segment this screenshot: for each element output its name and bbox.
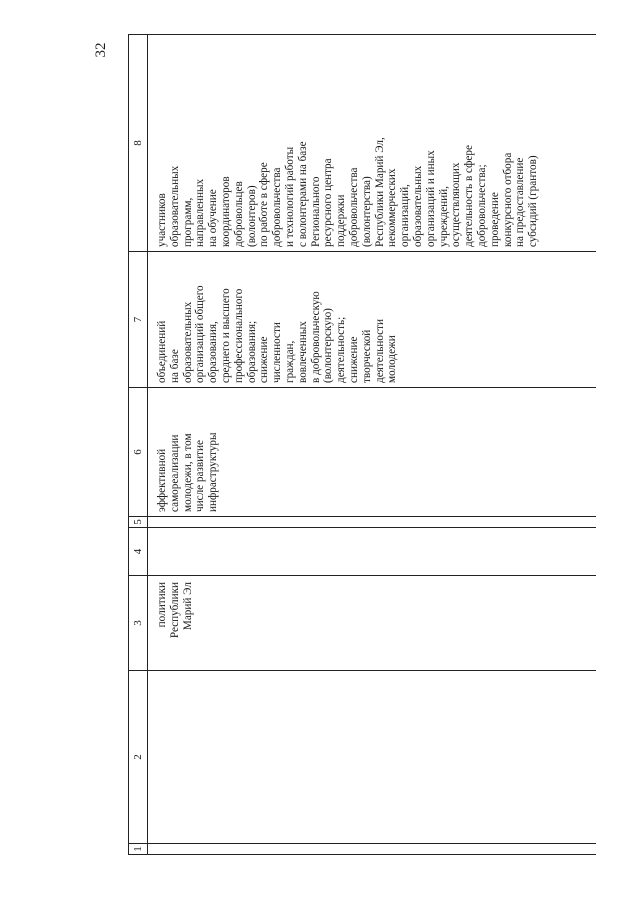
cell-text-line: добровольчества [347, 167, 360, 247]
cell-text-line: организаций и иных [424, 150, 437, 247]
cell-consequences [148, 252, 597, 388]
cell-text-line: граждан, [283, 340, 296, 383]
cell-text-line: (волонтерскую) [322, 308, 335, 383]
cell-col2 [148, 671, 597, 844]
cell-text-line: Регионального [309, 176, 322, 247]
cell-text-line: (волонтеров) [245, 185, 258, 247]
cell-text-line: образовательных [411, 165, 424, 247]
cell-text-line: численности [271, 322, 284, 383]
cell-expected-result [148, 388, 597, 517]
cell-text-line: по работе в сфере [258, 162, 271, 247]
cell-text-line: Марий Эл [181, 582, 194, 631]
cell-text-line: молодежи [386, 335, 399, 383]
cell-text-line: образовательных [181, 301, 194, 383]
cell-text-line: снижение [258, 336, 271, 383]
cell-text-line: политики [156, 582, 168, 628]
column-header-5: 5 [129, 517, 148, 528]
column-header-6: 6 [129, 388, 148, 517]
cell-text-line: организаций общего [194, 285, 207, 383]
cell-text-line: профессионального [232, 288, 245, 383]
page-number: 32 [93, 42, 109, 58]
cell-text-line: на базе [168, 349, 181, 383]
cell-text-line: добровольчества; [475, 164, 488, 247]
cell-text-line: добровольчества [271, 167, 284, 247]
cell-text-line: субсидий (грантов) [527, 155, 540, 247]
cell-text-line: конкурсного отбора [501, 152, 514, 247]
cell-text-line: осуществляющих [450, 162, 463, 247]
cell-text-line: и технологий работы [283, 146, 296, 247]
cell-text-line: координаторов [219, 176, 232, 247]
cell-text-line: образовательных [168, 165, 181, 247]
header-row [129, 35, 148, 855]
cell-text-line: вовлеченных [296, 321, 309, 383]
cell-executor [148, 576, 597, 671]
cell-col5 [148, 517, 597, 528]
cell-col1 [148, 844, 597, 855]
cell-text-line: образования; [245, 320, 258, 383]
cell-text-line: на обучение [207, 189, 220, 247]
cell-text-line: добровольцев [232, 181, 245, 247]
cell-related-indicators [148, 35, 597, 252]
cell-text-line: ресурсного центра [322, 158, 335, 247]
cell-text-line: некоммерческих [386, 168, 399, 247]
cell-text-line: на предоставление [514, 157, 527, 247]
cell-text-line: Республики Марий Эл, [373, 137, 386, 247]
column-header-7: 7 [129, 252, 148, 388]
cell-text-line: творческой [360, 329, 373, 383]
cell-text-line: образования, [207, 321, 220, 383]
cell-text-line: числе развитие [194, 439, 207, 512]
cell-text-line: программ, [181, 197, 194, 247]
column-header-1: 1 [129, 844, 148, 855]
column-header-2: 2 [129, 671, 148, 844]
cell-text-line: объединений [156, 320, 168, 383]
cell-text-line: молодежи, в том [181, 433, 194, 512]
table-row [148, 35, 597, 855]
cell-text-line: снижение [347, 336, 360, 383]
rotated-table-page [128, 35, 603, 855]
column-header-3: 3 [129, 576, 148, 671]
cell-text-line: с волонтерами на базе [296, 141, 309, 247]
cell-text-line: эффективной [156, 448, 168, 512]
cell-text-line: инфраструктуры [207, 432, 220, 512]
measures-table [128, 34, 596, 855]
cell-text-line: в добровольческую [309, 291, 322, 383]
column-header-4: 4 [129, 528, 148, 576]
cell-text-line: участников [156, 193, 168, 247]
cell-text-line: проведение [488, 192, 501, 247]
cell-text-line: организаций, [399, 184, 412, 247]
cell-col4 [148, 528, 597, 576]
cell-text-line: деятельность; [335, 316, 348, 383]
cell-text-line: поддержки [335, 194, 348, 247]
cell-text-line: учреждений, [437, 186, 450, 247]
column-header-8: 8 [129, 35, 148, 252]
cell-text-line: среднего и высшего [219, 288, 232, 383]
cell-text-line: деятельность в сфере [463, 145, 476, 247]
cell-text-line: (волонтерства) [360, 176, 373, 247]
cell-text-line: направленных [194, 178, 207, 247]
cell-text-line: самореализации [168, 434, 181, 512]
cell-text-line: деятельности [373, 318, 386, 383]
cell-text-line: Республики [168, 582, 181, 639]
